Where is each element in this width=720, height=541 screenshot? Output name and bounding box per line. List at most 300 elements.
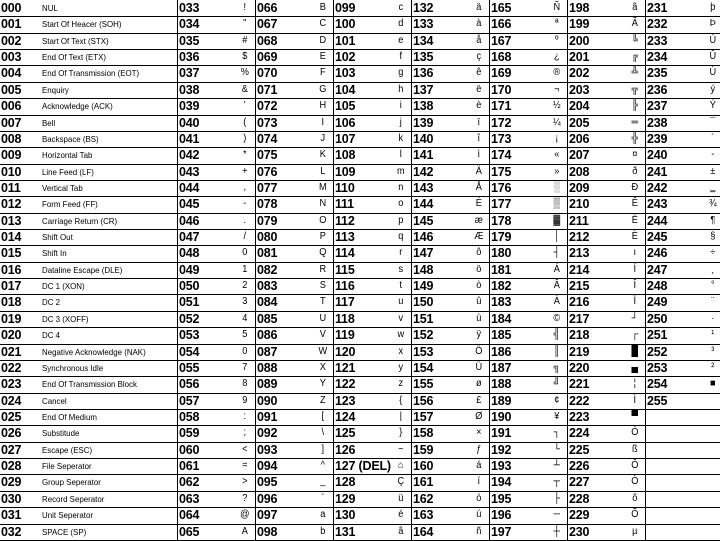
ascii-code: 249 — [647, 295, 668, 310]
character-glyph: × — [476, 427, 482, 439]
character-glyph: ê — [476, 67, 482, 79]
character-glyph: ⌂ — [398, 460, 404, 472]
ascii-code: 182 — [491, 279, 512, 294]
ascii-code: 200 — [569, 33, 590, 48]
table-cell — [568, 278, 646, 294]
character-glyph: k — [398, 132, 404, 144]
table-cell — [412, 131, 490, 147]
character-glyph: i — [399, 100, 402, 112]
table-cell — [412, 245, 490, 261]
ascii-code: 242 — [647, 180, 668, 195]
character-glyph: \ — [321, 427, 325, 439]
table-cell — [334, 82, 412, 98]
character-glyph: F — [319, 67, 326, 79]
ascii-code: 215 — [569, 279, 590, 294]
character-glyph: - — [243, 198, 247, 210]
ascii-code: 179 — [491, 230, 512, 245]
character-glyph: Ø — [475, 411, 483, 422]
character-glyph: ± — [710, 165, 716, 177]
character-glyph: ! — [243, 2, 247, 13]
table-cell — [490, 196, 568, 212]
table-cell — [256, 311, 334, 327]
table-cell — [178, 147, 256, 163]
character-glyph: ¹ — [711, 329, 715, 341]
table-cell — [568, 196, 646, 212]
character-glyph: ┤ — [553, 247, 561, 259]
table-cell — [334, 49, 412, 65]
ascii-code: 055 — [179, 360, 200, 375]
table-cell — [568, 98, 646, 114]
character-glyph: À — [553, 296, 560, 308]
character-glyph: ) — [243, 132, 247, 144]
table-cell — [256, 180, 334, 196]
table-cell — [568, 491, 646, 507]
control-description: Acknowledge (ACK) — [42, 101, 113, 112]
ascii-code: 168 — [491, 50, 512, 65]
ascii-code: 217 — [569, 311, 590, 326]
control-description: Escape (ESC) — [42, 444, 93, 455]
ascii-code: 009 — [1, 148, 22, 163]
character-glyph: ä — [476, 2, 482, 13]
ascii-code: 201 — [569, 50, 590, 65]
table-cell — [0, 131, 178, 147]
row-divider — [0, 425, 720, 426]
character-glyph: « — [554, 149, 560, 161]
character-glyph: Ì — [633, 394, 637, 406]
character-glyph: R — [319, 263, 327, 275]
ascii-code: 207 — [569, 148, 590, 163]
character-glyph: 1 — [242, 263, 248, 275]
table-cell — [256, 442, 334, 458]
character-glyph: b — [320, 525, 326, 537]
ascii-code: 177 — [491, 197, 512, 212]
row-divider — [0, 213, 720, 214]
character-glyph: ▒ — [553, 198, 561, 210]
ascii-code: 233 — [647, 33, 668, 48]
ascii-code: 000 — [1, 1, 22, 15]
table-cell — [178, 507, 256, 523]
table-cell — [568, 409, 646, 425]
table-cell — [256, 0, 334, 16]
table-column — [334, 0, 412, 540]
ascii-code: 176 — [491, 180, 512, 195]
ascii-code: 013 — [1, 213, 22, 228]
table-cell — [256, 16, 334, 32]
character-glyph: ¼ — [552, 116, 561, 128]
character-glyph: ã — [632, 2, 638, 13]
control-description: Horizontal Tab — [42, 150, 93, 161]
ascii-code: 062 — [179, 475, 200, 490]
table-cell — [412, 458, 490, 474]
character-glyph: ├ — [553, 492, 561, 504]
character-glyph: Å — [475, 181, 482, 193]
table-cell — [178, 491, 256, 507]
table-cell — [256, 98, 334, 114]
ascii-code: 049 — [179, 262, 200, 277]
ascii-code: 042 — [179, 148, 200, 163]
ascii-code: 045 — [179, 197, 200, 212]
table-cell — [256, 164, 334, 180]
ascii-code: 189 — [491, 393, 512, 408]
character-glyph: { — [399, 394, 403, 406]
table-cell — [490, 311, 568, 327]
ascii-code: 107 — [335, 131, 356, 146]
table-cell — [568, 311, 646, 327]
table-cell — [568, 131, 646, 147]
table-cell — [256, 360, 334, 376]
control-description: File Seperator — [42, 461, 92, 472]
character-glyph: ( — [243, 116, 247, 128]
ascii-code: 139 — [413, 115, 434, 130]
table-cell — [0, 311, 178, 327]
table-cell — [568, 393, 646, 409]
ascii-code: 119 — [335, 328, 355, 343]
table-cell — [646, 344, 720, 360]
table-cell — [178, 164, 256, 180]
character-glyph: Y — [319, 378, 326, 390]
row-divider — [0, 33, 720, 34]
row-divider — [0, 327, 720, 328]
table-column — [256, 0, 334, 540]
character-glyph: ■ — [710, 378, 716, 390]
ascii-code: 192 — [491, 442, 512, 457]
ascii-code: 235 — [647, 66, 668, 81]
ascii-code: 229 — [569, 508, 590, 523]
row-divider — [0, 16, 720, 17]
ascii-code: 210 — [569, 197, 590, 212]
table-cell — [178, 344, 256, 360]
ascii-code: 212 — [569, 230, 590, 245]
table-cell — [568, 147, 646, 163]
table-cell — [568, 262, 646, 278]
ascii-code: 243 — [647, 197, 668, 212]
ascii-code: 002 — [1, 33, 22, 48]
ascii-code: 111 — [335, 197, 354, 212]
table-cell — [178, 245, 256, 261]
ascii-code: 098 — [257, 524, 278, 539]
ascii-code: 148 — [413, 262, 434, 277]
character-glyph: ╝ — [553, 378, 561, 390]
character-glyph: H — [319, 100, 327, 112]
table-column — [646, 0, 720, 540]
table-cell — [0, 82, 178, 98]
ascii-code: 197 — [491, 524, 512, 539]
table-cell — [568, 164, 646, 180]
ascii-code: 247 — [647, 262, 668, 277]
ascii-code: 167 — [491, 33, 512, 48]
table-cell — [490, 33, 568, 49]
character-glyph: n — [398, 181, 404, 193]
table-cell — [490, 213, 568, 229]
character-glyph: ┼ — [553, 525, 561, 537]
character-glyph: ░ — [553, 181, 561, 193]
character-glyph: J — [320, 132, 326, 144]
ascii-code: 090 — [257, 393, 278, 408]
control-description: Shift Out — [42, 232, 73, 243]
table-cell — [646, 360, 720, 376]
control-description: Negative Acknowledge (NAK) — [42, 346, 146, 357]
ascii-code: 079 — [257, 213, 278, 228]
ascii-code: 021 — [1, 344, 22, 359]
ascii-code: 074 — [257, 131, 278, 146]
ascii-code: 058 — [179, 410, 200, 424]
ascii-code: 232 — [647, 17, 668, 32]
table-cell — [334, 311, 412, 327]
character-glyph: ½ — [552, 100, 561, 112]
ascii-code: 003 — [1, 50, 22, 65]
character-glyph: ö — [476, 263, 482, 275]
table-cell — [256, 344, 334, 360]
table-cell — [256, 425, 334, 441]
table-cell — [412, 196, 490, 212]
character-glyph: Ê — [631, 198, 638, 210]
character-glyph: ò — [476, 280, 482, 292]
ascii-code: 038 — [179, 82, 200, 97]
row-divider — [0, 196, 720, 197]
row-divider — [0, 65, 720, 66]
ascii-code: 175 — [491, 164, 512, 179]
table-cell — [178, 213, 256, 229]
ascii-code: 125 — [335, 426, 356, 441]
table-cell — [412, 82, 490, 98]
table-cell — [490, 16, 568, 32]
character-glyph: ´ — [711, 132, 715, 144]
table-cell — [0, 16, 178, 32]
ascii-code: 026 — [1, 426, 22, 441]
character-glyph: | — [399, 411, 402, 422]
table-cell — [412, 393, 490, 409]
character-glyph: . — [243, 214, 247, 226]
ascii-code: 082 — [257, 262, 278, 277]
ascii-code: 152 — [413, 328, 434, 343]
character-glyph: > — [242, 476, 248, 488]
table-cell — [0, 245, 178, 261]
table-cell — [568, 49, 646, 65]
character-glyph: ó — [476, 492, 482, 504]
ascii-code: 100 — [335, 17, 356, 32]
table-cell — [490, 507, 568, 523]
character-glyph: B — [319, 2, 326, 13]
table-cell — [178, 33, 256, 49]
ascii-code: 194 — [491, 475, 512, 490]
ascii-code: 224 — [569, 426, 590, 441]
ascii-code: 218 — [569, 328, 590, 343]
table-cell — [412, 115, 490, 131]
character-glyph: ù — [476, 312, 482, 324]
table-cell — [490, 425, 568, 441]
character-glyph: Ó — [631, 427, 639, 439]
ascii-code: 117 — [335, 295, 355, 310]
ascii-code: 239 — [647, 131, 668, 146]
table-cell — [256, 245, 334, 261]
ascii-code: 127 (DEL) — [335, 459, 391, 474]
table-cell — [178, 524, 256, 540]
table-cell — [0, 474, 178, 490]
ascii-code: 144 — [413, 197, 434, 212]
table-cell — [0, 229, 178, 245]
table-cell — [334, 213, 412, 229]
ascii-code: 211 — [569, 213, 589, 228]
table-cell — [334, 376, 412, 392]
ascii-code: 255 — [647, 393, 668, 408]
character-glyph: ╣ — [553, 329, 561, 341]
table-cell — [0, 491, 178, 507]
ascii-code: 223 — [569, 410, 590, 424]
character-glyph: * — [243, 149, 247, 161]
table-cell — [334, 147, 412, 163]
ascii-code: 010 — [1, 164, 22, 179]
character-glyph: ; — [243, 427, 247, 439]
character-glyph: Z — [319, 394, 326, 406]
ascii-code: 001 — [1, 17, 22, 32]
table-cell — [412, 0, 490, 16]
row-divider — [0, 262, 720, 263]
table-cell — [178, 393, 256, 409]
character-glyph: X — [319, 361, 326, 373]
table-cell — [0, 0, 178, 16]
table-cell — [412, 164, 490, 180]
ascii-code: 180 — [491, 246, 512, 261]
table-cell — [334, 0, 412, 16]
table-cell — [334, 229, 412, 245]
ascii-code: 138 — [413, 99, 434, 114]
character-glyph: ì — [477, 149, 481, 161]
ascii-code: 135 — [413, 50, 434, 65]
row-divider — [0, 458, 720, 459]
ascii-code: 171 — [491, 99, 512, 114]
character-glyph: ▄ — [631, 361, 639, 373]
table-cell — [0, 344, 178, 360]
row-divider — [0, 115, 720, 116]
ascii-code: 070 — [257, 66, 278, 81]
ascii-code: 064 — [179, 508, 200, 523]
table-cell — [178, 65, 256, 81]
ascii-code: 130 — [335, 508, 356, 523]
table-column — [412, 0, 490, 540]
character-glyph: c — [398, 2, 404, 13]
ascii-code: 116 — [335, 279, 355, 294]
character-glyph: ² — [711, 361, 715, 373]
character-glyph: ╬ — [631, 132, 639, 144]
table-cell — [568, 442, 646, 458]
ascii-code: 015 — [1, 246, 22, 261]
ascii-code: 187 — [491, 360, 512, 375]
row-divider — [0, 180, 720, 181]
table-cell — [490, 98, 568, 114]
table-cell — [334, 180, 412, 196]
table-cell — [256, 196, 334, 212]
ascii-code: 155 — [413, 377, 434, 392]
ascii-code: 137 — [413, 82, 434, 97]
control-description: Synchronous Idle — [42, 362, 104, 373]
character-glyph: ╩ — [631, 67, 639, 79]
character-glyph: M — [318, 181, 327, 193]
character-glyph: r — [399, 247, 403, 259]
table-cell — [0, 425, 178, 441]
ascii-code: 133 — [413, 17, 434, 32]
table-cell — [334, 278, 412, 294]
table-cell — [178, 229, 256, 245]
ascii-code: 134 — [413, 33, 434, 48]
table-cell — [490, 180, 568, 196]
ascii-code: 069 — [257, 50, 278, 65]
table-cell — [256, 491, 334, 507]
character-glyph: } — [399, 427, 403, 439]
character-glyph: å — [476, 34, 482, 46]
ascii-code: 136 — [413, 66, 434, 81]
ascii-code: 007 — [1, 115, 22, 130]
ascii-code: 186 — [491, 344, 512, 359]
control-description: DC 3 (XOFF) — [42, 313, 89, 324]
ascii-code: 044 — [179, 180, 200, 195]
character-glyph: Á — [553, 263, 560, 275]
character-glyph: é — [398, 509, 404, 521]
table-cell — [178, 0, 256, 16]
table-cell — [178, 115, 256, 131]
ascii-code: 199 — [569, 17, 590, 32]
ascii-code: 169 — [491, 66, 512, 81]
character-glyph: V — [319, 329, 326, 341]
character-glyph: Ã — [631, 18, 638, 30]
table-cell — [0, 49, 178, 65]
ascii-code: 020 — [1, 328, 22, 343]
ascii-code: 196 — [491, 508, 512, 523]
table-cell — [490, 115, 568, 131]
character-glyph: Ñ — [553, 2, 561, 13]
ascii-code: 122 — [335, 377, 356, 392]
character-glyph: ▓ — [553, 214, 561, 226]
control-description: DC 2 — [42, 297, 61, 308]
table-cell — [412, 474, 490, 490]
character-glyph: 5 — [242, 329, 248, 341]
column-divider — [411, 0, 412, 540]
ascii-code: 099 — [335, 1, 356, 15]
character-glyph: Q — [319, 247, 327, 259]
control-description: End Of Transmission Block — [42, 379, 137, 390]
ascii-code: 052 — [179, 311, 200, 326]
ascii-code: 054 — [179, 344, 200, 359]
table-cell — [256, 393, 334, 409]
ascii-code: 231 — [647, 1, 668, 15]
ascii-code: 023 — [1, 377, 22, 392]
character-glyph: / — [243, 231, 247, 243]
ascii-code: 068 — [257, 33, 278, 48]
table-cell — [412, 98, 490, 114]
row-divider — [0, 278, 720, 279]
ascii-code: 174 — [491, 148, 512, 163]
character-glyph: , — [243, 181, 247, 193]
ascii-code: 159 — [413, 442, 434, 457]
character-glyph: Ý — [709, 100, 716, 112]
ascii-code: 061 — [179, 459, 200, 474]
table-cell — [490, 65, 568, 81]
table-cell — [568, 376, 646, 392]
table-cell — [568, 213, 646, 229]
control-description: Enquiry — [42, 84, 69, 95]
character-glyph: 7 — [242, 361, 248, 373]
character-glyph: § — [710, 231, 716, 243]
table-cell — [178, 458, 256, 474]
ascii-code: 091 — [257, 410, 278, 424]
character-glyph: ç — [476, 51, 482, 63]
ascii-code: 237 — [647, 99, 668, 114]
ascii-code: 153 — [413, 344, 434, 359]
table-cell — [178, 262, 256, 278]
table-cell — [646, 147, 720, 163]
ascii-code: 005 — [1, 82, 22, 97]
table-cell — [256, 82, 334, 98]
ascii-code: 108 — [335, 148, 356, 163]
